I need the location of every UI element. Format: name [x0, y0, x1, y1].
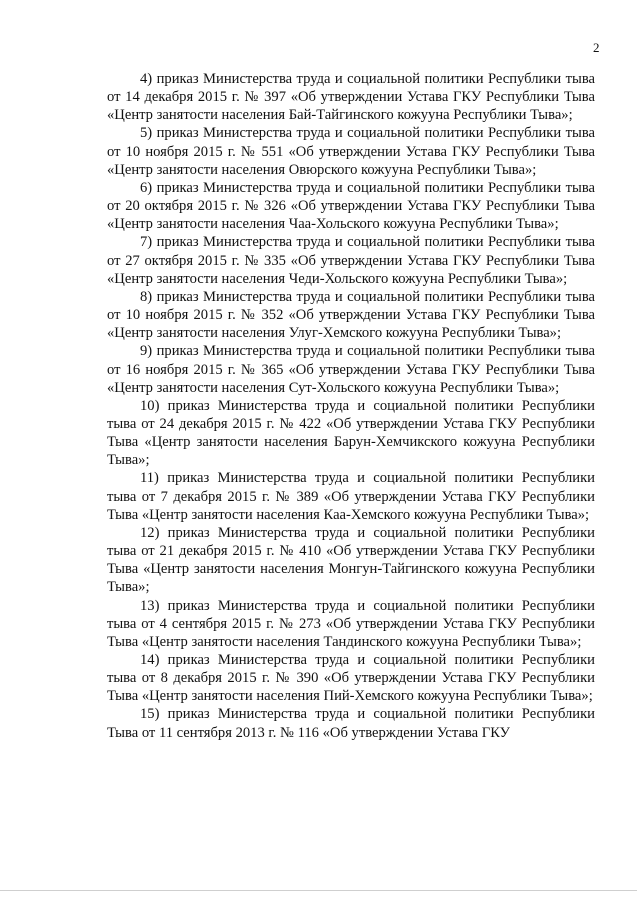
list-item: 5) приказ Министерства труда и социальной политики Республики тыва от 10 ноября 2015 г. № 551 «Об утверждении Устава ГКУ Республики Тыва «Центр занятости населения Овюрского кожууна Республики Тыва»; [107, 125, 595, 178]
list-item: 10) приказ Министерства труда и социальной политики Республики тыва от 24 декабря 2015 г. № 422 «Об утверждении Устава ГКУ Республики Тыва «Центр занятости населения Барун-Хемчикского кожууна Республики Тыва»; [107, 397, 595, 469]
list-item: 14) приказ Министерства труда и социальной политики Республики тыва от 8 декабря 2015 г. № 390 «Об утверждении Устава ГКУ Республики Тыва «Центр занятости населения Пий-Хемского кожууна Республики Тыва»; [107, 652, 595, 705]
list-item: 7) приказ Министерства труда и социальной политики Республики тыва от 27 октября 2015 г. № 335 «Об утверждении Устава ГКУ Республики Тыва «Центр занятости населения Чеди-Хольского кожууна Республики Тыва»; [107, 234, 595, 287]
page-bottom-divider [0, 890, 637, 891]
list-item: 11) приказ Министерства труда и социальной политики Республики тыва от 7 декабря 2015 г. № 389 «Об утверждении Устава ГКУ Республики Тыва «Центр занятости населения Каа-Хемского кожууна Республики Тыва»; [107, 470, 595, 523]
list-item: 9) приказ Министерства труда и социальной политики Республики тыва от 16 ноября 2015 г. № 365 «Об утверждении Устава ГКУ Республики Тыва «Центр занятости населения Сут-Хольского кожууна Республики Тыва»; [107, 343, 595, 396]
document-body [107, 70, 595, 742]
list-item: 4) приказ Министерства труда и социальной политики Республики тыва от 14 декабря 2015 г. № 397 «Об утверждении Устава ГКУ Республики Тыва «Центр занятости населения Бай-Тайгинского кожууна Республики Тыва»; [107, 71, 595, 124]
list-item: 6) приказ Министерства труда и социальной политики Республики тыва от 20 октября 2015 г. № 326 «Об утверждении Устава ГКУ Республики Тыва «Центр занятости населения Чаа-Хольского кожууна Республики Тыва»; [107, 179, 595, 233]
page-number: 2 [593, 40, 600, 55]
list-item: 13) приказ Министерства труда и социальной политики Республики тыва от 4 сентября 2015 г. № 273 «Об утверждении Устава ГКУ Республики Тыва «Центр занятости населения Тандинского кожууна Республики Тыва»; [107, 597, 595, 650]
list-item: 12) приказ Министерства труда и социальной политики Республики тыва от 21 декабря 2015 г. № 410 «Об утверждении Устава ГКУ Республики Тыва «Центр занятости населения Монгун-Тайгинского кожууна Республики Тыва»; [107, 524, 595, 596]
list-item: 15) приказ Министерства труда и социальной политики Республики Тыва от 11 сентября 2013 г. № 116 «Об утверждении Устава ГКУ [107, 706, 595, 741]
list-item: 8) приказ Министерства труда и социальной политики Республики тыва от 10 ноября 2015 г. № 352 «Об утверждении Устава ГКУ Республики Тыва «Центр занятости населения Улуг-Хемского кожууна Республики Тыва»; [107, 288, 595, 342]
